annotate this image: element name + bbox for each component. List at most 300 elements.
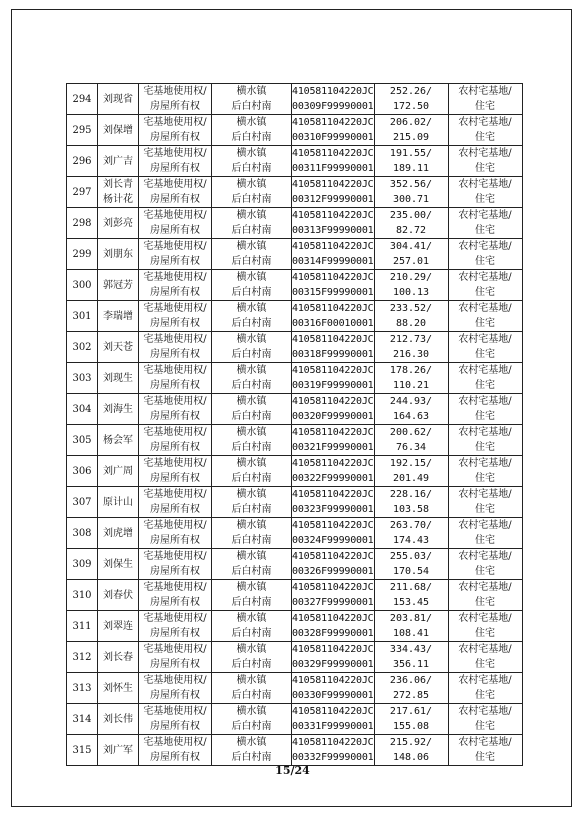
owner-name-line: 刘彭亮 (103, 217, 133, 229)
location-line: 后白村南 (231, 101, 272, 112)
location-cell (212, 487, 292, 518)
land-use-line: 住宅 (475, 256, 495, 267)
parcel-code-line: 410581104220JC (292, 427, 374, 438)
parcel-code-line: 00326F99990001 (292, 566, 374, 577)
area-line: 108.41 (392, 628, 430, 639)
area-line: 200.62/ (389, 427, 433, 438)
land-use-line: 住宅 (475, 690, 495, 701)
area-cell (374, 456, 448, 487)
location-line: 横水镇 (236, 489, 267, 500)
land-use-line: 农村宅基地/ (458, 458, 512, 469)
owner-name-line: 刘保生 (103, 558, 133, 570)
location-line: 横水镇 (236, 737, 267, 748)
location-line: 后白村南 (231, 194, 272, 205)
parcel-code-line: 410581104220JC (292, 396, 374, 407)
right-type-cell (139, 611, 212, 642)
right-type-line: 宅基地使用权/ (143, 241, 207, 252)
table-row (67, 115, 523, 146)
land-use-cell (448, 673, 522, 704)
land-use-cell (448, 642, 522, 673)
table-row (67, 580, 523, 611)
location-cell (212, 239, 292, 270)
owner-name-line: 刘现省 (103, 93, 133, 105)
right-type-line: 房屋所有权 (150, 597, 200, 608)
area-line: 153.45 (392, 597, 430, 608)
area-line: 212.73/ (389, 334, 433, 345)
location-cell (212, 642, 292, 673)
right-type-cell (139, 177, 212, 208)
location-line: 横水镇 (236, 582, 267, 593)
record-number-cell: 311 (67, 611, 98, 642)
parcel-code-line: 00313F99990001 (292, 225, 374, 236)
location-line: 横水镇 (236, 427, 267, 438)
location-line: 横水镇 (236, 210, 267, 221)
land-use-line: 农村宅基地/ (458, 241, 512, 252)
land-use-line: 农村宅基地/ (458, 706, 512, 717)
area-cell (374, 84, 448, 115)
parcel-code-line: 00311F99990001 (292, 163, 374, 174)
owner-name-cell (98, 580, 139, 611)
right-type-line: 房屋所有权 (150, 194, 200, 205)
right-type-line: 房屋所有权 (150, 225, 200, 236)
owner-name-line: 刘保增 (103, 124, 133, 136)
area-cell (374, 580, 448, 611)
location-cell (212, 518, 292, 549)
location-line: 后白村南 (231, 752, 272, 763)
parcel-code-line: 00309F99990001 (292, 101, 374, 112)
record-number-cell: 296 (67, 146, 98, 177)
location-cell (212, 146, 292, 177)
area-cell (374, 518, 448, 549)
record-number-cell: 297 (67, 177, 98, 208)
location-line: 横水镇 (236, 117, 267, 128)
area-line: 100.13 (392, 287, 430, 298)
owner-name-line: 刘海生 (103, 403, 133, 415)
land-use-line: 住宅 (475, 349, 495, 360)
right-type-line: 宅基地使用权/ (143, 675, 207, 686)
location-line: 横水镇 (236, 613, 267, 624)
parcel-code-line: 00330F99990001 (292, 690, 374, 701)
land-use-cell (448, 208, 522, 239)
location-line: 横水镇 (236, 675, 267, 686)
land-use-line: 农村宅基地/ (458, 551, 512, 562)
location-cell (212, 456, 292, 487)
right-type-cell (139, 735, 212, 766)
location-line: 后白村南 (231, 721, 272, 732)
area-line: 257.01 (392, 256, 430, 267)
owner-name-cell (98, 704, 139, 735)
parcel-code-cell (292, 642, 375, 673)
table-row (67, 363, 523, 394)
right-type-cell (139, 425, 212, 456)
records-table (66, 83, 523, 766)
parcel-code-line: 410581104220JC (292, 644, 374, 655)
parcel-code-line: 00321F99990001 (292, 442, 374, 453)
parcel-code-cell (292, 270, 375, 301)
parcel-code-cell (292, 611, 375, 642)
right-type-line: 宅基地使用权/ (143, 489, 207, 500)
land-use-line: 住宅 (475, 473, 495, 484)
area-line: 263.70/ (389, 520, 433, 531)
location-line: 后白村南 (231, 163, 272, 174)
area-line: 255.03/ (389, 551, 433, 562)
land-use-line: 农村宅基地/ (458, 334, 512, 345)
land-use-line: 农村宅基地/ (458, 117, 512, 128)
owner-name-cell (98, 208, 139, 239)
land-use-line: 住宅 (475, 721, 495, 732)
land-use-line: 农村宅基地/ (458, 86, 512, 97)
owner-name-cell (98, 642, 139, 673)
right-type-line: 房屋所有权 (150, 380, 200, 391)
land-use-line: 住宅 (475, 752, 495, 763)
parcel-code-cell (292, 115, 375, 146)
owner-name-line: 刘长青 (103, 179, 133, 190)
location-line: 横水镇 (236, 458, 267, 469)
parcel-code-line: 410581104220JC (292, 117, 374, 128)
area-cell (374, 425, 448, 456)
location-cell (212, 673, 292, 704)
parcel-code-line: 410581104220JC (292, 303, 374, 314)
location-cell (212, 549, 292, 580)
location-cell (212, 363, 292, 394)
record-number-cell: 295 (67, 115, 98, 146)
parcel-code-line: 00319F99990001 (292, 380, 374, 391)
location-line: 后白村南 (231, 411, 272, 422)
location-line: 横水镇 (236, 86, 267, 97)
parcel-code-line: 410581104220JC (292, 613, 374, 624)
land-use-line: 农村宅基地/ (458, 644, 512, 655)
parcel-code-cell (292, 456, 375, 487)
right-type-cell (139, 704, 212, 735)
location-line: 横水镇 (236, 241, 267, 252)
area-line: 110.21 (392, 380, 430, 391)
table-row (67, 549, 523, 580)
area-line: 211.68/ (389, 582, 433, 593)
parcel-code-line: 410581104220JC (292, 241, 374, 252)
area-line: 352.56/ (389, 179, 433, 190)
owner-name-cell (98, 239, 139, 270)
right-type-cell (139, 208, 212, 239)
right-type-line: 房屋所有权 (150, 566, 200, 577)
parcel-code-line: 410581104220JC (292, 148, 374, 159)
land-use-cell (448, 115, 522, 146)
area-line: 192.15/ (389, 458, 433, 469)
area-line: 334.43/ (389, 644, 433, 655)
owner-name-cell (98, 84, 139, 115)
area-cell (374, 301, 448, 332)
right-type-line: 宅基地使用权/ (143, 179, 207, 190)
right-type-line: 房屋所有权 (150, 504, 200, 515)
area-cell (374, 487, 448, 518)
right-type-line: 房屋所有权 (150, 163, 200, 174)
right-type-line: 宅基地使用权/ (143, 644, 207, 655)
location-line: 后白村南 (231, 287, 272, 298)
location-line: 后白村南 (231, 318, 272, 329)
land-use-cell (448, 487, 522, 518)
owner-name-line: 刘春伏 (103, 589, 133, 601)
parcel-code-line: 410581104220JC (292, 582, 374, 593)
parcel-code-cell (292, 394, 375, 425)
parcel-code-line: 410581104220JC (292, 520, 374, 531)
area-cell (374, 239, 448, 270)
location-cell (212, 332, 292, 363)
table-row (67, 84, 523, 115)
location-line: 横水镇 (236, 644, 267, 655)
owner-name-line: 刘怀生 (103, 682, 133, 694)
land-use-line: 农村宅基地/ (458, 489, 512, 500)
location-cell (212, 301, 292, 332)
location-line: 横水镇 (236, 551, 267, 562)
right-type-line: 宅基地使用权/ (143, 272, 207, 283)
parcel-code-cell (292, 487, 375, 518)
area-line: 235.00/ (389, 210, 433, 221)
owner-name-line: 刘天苍 (103, 341, 133, 353)
record-number-cell: 313 (67, 673, 98, 704)
land-use-line: 住宅 (475, 132, 495, 143)
parcel-code-line: 00316F00010001 (292, 318, 374, 329)
owner-name-line: 原计山 (103, 496, 133, 508)
owner-name-cell (98, 487, 139, 518)
table-row (67, 642, 523, 673)
right-type-line: 房屋所有权 (150, 349, 200, 360)
right-type-line: 房屋所有权 (150, 721, 200, 732)
owner-name-cell (98, 518, 139, 549)
parcel-code-line: 410581104220JC (292, 86, 374, 97)
land-use-cell (448, 177, 522, 208)
owner-name-line: 刘长春 (103, 651, 133, 663)
parcel-code-line: 00315F99990001 (292, 287, 374, 298)
land-use-line: 农村宅基地/ (458, 737, 512, 748)
location-cell (212, 115, 292, 146)
table-row (67, 208, 523, 239)
land-use-line: 住宅 (475, 659, 495, 670)
land-use-line: 农村宅基地/ (458, 210, 512, 221)
right-type-line: 宅基地使用权/ (143, 706, 207, 717)
right-type-line: 房屋所有权 (150, 101, 200, 112)
location-line: 横水镇 (236, 272, 267, 283)
land-use-line: 农村宅基地/ (458, 613, 512, 624)
right-type-cell (139, 518, 212, 549)
land-use-line: 农村宅基地/ (458, 179, 512, 190)
right-type-line: 宅基地使用权/ (143, 148, 207, 159)
land-use-cell (448, 301, 522, 332)
area-line: 215.09 (392, 132, 430, 143)
parcel-code-cell (292, 425, 375, 456)
parcel-code-line: 00324F99990001 (292, 535, 374, 546)
parcel-code-line: 410581104220JC (292, 365, 374, 376)
parcel-code-line: 410581104220JC (292, 210, 374, 221)
right-type-cell (139, 332, 212, 363)
parcel-code-line: 410581104220JC (292, 179, 374, 190)
location-line: 横水镇 (236, 148, 267, 159)
parcel-code-cell (292, 549, 375, 580)
owner-name-line: 刘广周 (103, 465, 133, 477)
area-line: 233.52/ (389, 303, 433, 314)
page-number: 15/24 (275, 764, 310, 777)
right-type-line: 宅基地使用权/ (143, 365, 207, 376)
parcel-code-line: 00312F99990001 (292, 194, 374, 205)
table-row (67, 177, 523, 208)
table-row (67, 611, 523, 642)
area-line: 103.58 (392, 504, 430, 515)
owner-name-cell (98, 270, 139, 301)
right-type-line: 宅基地使用权/ (143, 520, 207, 531)
right-type-line: 宅基地使用权/ (143, 117, 207, 128)
record-number-cell: 312 (67, 642, 98, 673)
land-use-cell (448, 518, 522, 549)
land-use-line: 住宅 (475, 411, 495, 422)
parcel-code-cell (292, 580, 375, 611)
area-cell (374, 394, 448, 425)
owner-name-line: 刘长伟 (103, 713, 133, 725)
right-type-line: 房屋所有权 (150, 132, 200, 143)
area-line: 228.16/ (389, 489, 433, 500)
land-use-line: 住宅 (475, 442, 495, 453)
land-use-cell (448, 704, 522, 735)
table-row (67, 518, 523, 549)
parcel-code-line: 00322F99990001 (292, 473, 374, 484)
record-number-cell: 307 (67, 487, 98, 518)
owner-name-cell (98, 735, 139, 766)
owner-name-line: 杨计花 (103, 194, 133, 205)
area-line: 252.26/ (389, 86, 433, 97)
location-line: 后白村南 (231, 535, 272, 546)
area-line: 244.93/ (389, 396, 433, 407)
parcel-code-line: 410581104220JC (292, 334, 374, 345)
location-cell (212, 84, 292, 115)
land-use-cell (448, 239, 522, 270)
area-line: 272.85 (392, 690, 430, 701)
location-line: 后白村南 (231, 504, 272, 515)
land-use-cell (448, 394, 522, 425)
area-cell (374, 146, 448, 177)
parcel-code-line: 410581104220JC (292, 675, 374, 686)
owner-name-cell (98, 146, 139, 177)
parcel-code-line: 00331F99990001 (292, 721, 374, 732)
area-cell (374, 611, 448, 642)
location-line: 后白村南 (231, 132, 272, 143)
area-line: 201.49 (392, 473, 430, 484)
record-number-cell: 310 (67, 580, 98, 611)
right-type-line: 房屋所有权 (150, 752, 200, 763)
location-line: 后白村南 (231, 473, 272, 484)
area-cell (374, 642, 448, 673)
location-line: 横水镇 (236, 303, 267, 314)
location-line: 横水镇 (236, 520, 267, 531)
land-use-line: 农村宅基地/ (458, 148, 512, 159)
area-line: 203.81/ (389, 613, 433, 624)
location-line: 后白村南 (231, 349, 272, 360)
right-type-cell (139, 673, 212, 704)
location-line: 后白村南 (231, 566, 272, 577)
table-row (67, 704, 523, 735)
land-use-line: 农村宅基地/ (458, 396, 512, 407)
location-line: 横水镇 (236, 396, 267, 407)
parcel-code-cell (292, 704, 375, 735)
location-cell (212, 580, 292, 611)
record-number-cell: 314 (67, 704, 98, 735)
area-line: 304.41/ (389, 241, 433, 252)
land-use-cell (448, 735, 522, 766)
area-cell (374, 270, 448, 301)
land-use-line: 住宅 (475, 628, 495, 639)
owner-name-cell (98, 177, 139, 208)
owner-name-cell (98, 549, 139, 580)
table-row (67, 735, 523, 766)
parcel-code-cell (292, 84, 375, 115)
record-number-cell: 294 (67, 84, 98, 115)
parcel-code-line: 00314F99990001 (292, 256, 374, 267)
right-type-line: 宅基地使用权/ (143, 396, 207, 407)
records-table-body (67, 84, 523, 766)
table-row (67, 425, 523, 456)
owner-name-cell (98, 301, 139, 332)
area-line: 210.29/ (389, 272, 433, 283)
location-line: 横水镇 (236, 365, 267, 376)
right-type-line: 房屋所有权 (150, 659, 200, 670)
land-use-line: 农村宅基地/ (458, 582, 512, 593)
right-type-line: 房屋所有权 (150, 411, 200, 422)
parcel-code-line: 410581104220JC (292, 272, 374, 283)
right-type-line: 房屋所有权 (150, 442, 200, 453)
table-row (67, 239, 523, 270)
owner-name-cell (98, 425, 139, 456)
land-use-line: 住宅 (475, 380, 495, 391)
land-use-line: 住宅 (475, 597, 495, 608)
owner-name-cell (98, 673, 139, 704)
parcel-code-cell (292, 208, 375, 239)
right-type-cell (139, 84, 212, 115)
location-cell (212, 611, 292, 642)
table-row (67, 270, 523, 301)
right-type-cell (139, 363, 212, 394)
parcel-code-cell (292, 673, 375, 704)
record-number-cell: 306 (67, 456, 98, 487)
area-line: 82.72 (395, 225, 427, 236)
record-number-cell: 304 (67, 394, 98, 425)
parcel-code-cell (292, 301, 375, 332)
owner-name-line: 刘虎增 (103, 527, 133, 539)
land-use-line: 住宅 (475, 504, 495, 515)
area-line: 217.61/ (389, 706, 433, 717)
location-cell (212, 704, 292, 735)
parcel-code-line: 00328F99990001 (292, 628, 374, 639)
location-line: 后白村南 (231, 597, 272, 608)
land-use-cell (448, 580, 522, 611)
area-cell (374, 332, 448, 363)
owner-name-cell (98, 611, 139, 642)
area-cell (374, 208, 448, 239)
right-type-line: 房屋所有权 (150, 628, 200, 639)
area-line: 356.11 (392, 659, 430, 670)
land-use-line: 住宅 (475, 225, 495, 236)
land-use-line: 农村宅基地/ (458, 365, 512, 376)
right-type-cell (139, 580, 212, 611)
area-cell (374, 363, 448, 394)
land-use-line: 住宅 (475, 101, 495, 112)
land-use-line: 住宅 (475, 318, 495, 329)
parcel-code-cell (292, 146, 375, 177)
table-row (67, 301, 523, 332)
right-type-cell (139, 642, 212, 673)
location-cell (212, 394, 292, 425)
parcel-code-line: 00329F99990001 (292, 659, 374, 670)
location-line: 后白村南 (231, 256, 272, 267)
area-line: 164.63 (392, 411, 430, 422)
table-row (67, 456, 523, 487)
land-use-cell (448, 270, 522, 301)
parcel-code-cell (292, 735, 375, 766)
